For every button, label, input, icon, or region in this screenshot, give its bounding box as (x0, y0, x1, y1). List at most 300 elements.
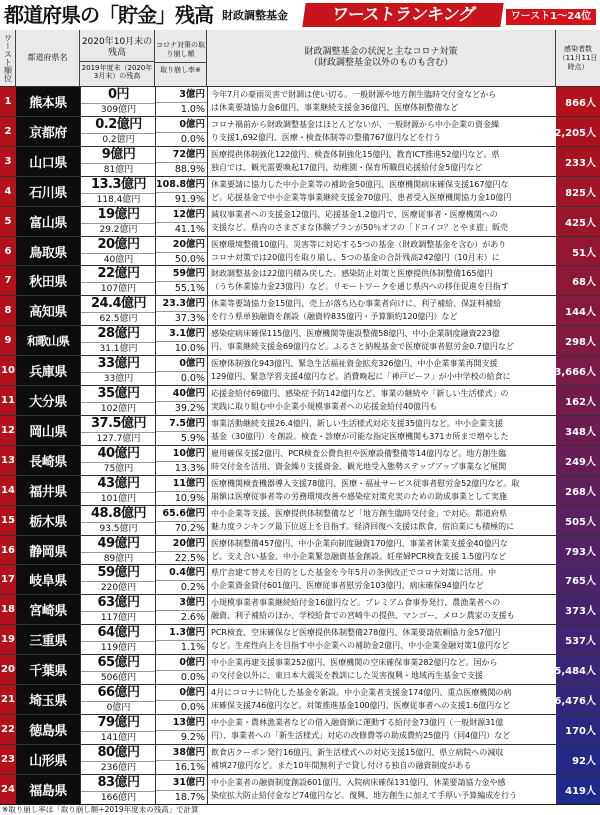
description-line-1: 応援金給付69億円、感染症予防142億円など。事業の継続や「新しい生活様式」の (211, 389, 509, 398)
corona-cell (155, 595, 207, 624)
rank-cell: 14 (0, 476, 16, 505)
balance-2020: 59億円 (97, 565, 140, 581)
description-line-2: 実践に取り組む中小企業小規模事業者への応援金給付40億円も (211, 402, 438, 411)
prefecture-name: 山口県 (16, 147, 80, 176)
description-line-2: 魅力度ランキング最下位返上を目指す。経済回復へ支援は飲食、宿泊業にも積極的に (211, 521, 515, 531)
corona-draw-amount: 13億円 (172, 716, 205, 728)
table-row (0, 176, 600, 206)
description-cell (207, 565, 556, 594)
infection-count: 505人 (556, 506, 600, 535)
infection-count: 6,476人 (556, 685, 600, 714)
description-line-1: PCR検査、空床確保など医療提供体制整備278億円、休業要請依頼協力金57億円 (211, 628, 501, 638)
description-line-2: 円）、事業者への「新生活様式」対応の改修費等の助成費約25億円（同4億円）など (211, 730, 511, 740)
corona-draw-amount: 40億円 (172, 388, 205, 399)
balance-cell (80, 476, 155, 505)
rank-cell: 17 (0, 565, 16, 594)
corona-cell (155, 565, 207, 594)
rank-cell: 11 (0, 386, 16, 415)
balance-2020: 79億円 (97, 714, 140, 730)
rank-cell: 18 (0, 595, 16, 624)
rank-cell: 6 (0, 237, 16, 266)
draw-rate: 88.9% (156, 162, 208, 176)
corona-cell (155, 326, 207, 355)
rank-cell: 9 (0, 326, 16, 355)
description-line-1: 小規模事業者事業継続給付金16億円など。プレミアム食事券発行、農漁業者への (211, 598, 501, 608)
table-row (0, 744, 600, 774)
draw-rate: 2.6% (156, 610, 208, 624)
prefecture-name: 大分県 (16, 386, 80, 415)
draw-rate: 70.2% (156, 521, 208, 535)
rank-cell: 8 (0, 296, 16, 325)
rank-cell: 20 (0, 655, 16, 684)
balance-2020: 28億円 (97, 326, 140, 342)
balance-cell (80, 117, 155, 146)
balance-2019: 29.2億円 (81, 223, 156, 236)
prefecture-name: 岡山県 (16, 416, 80, 445)
description-line-1: コロナ禍前から財政調整基金はほとんどないが、一般財源から中小企業の資金繰 (211, 119, 499, 129)
rank-range-badge: ワースト1〜24位 (506, 9, 596, 25)
balance-2020: 40億円 (97, 445, 140, 461)
infection-count: 92人 (556, 745, 600, 774)
description-line-2: 小企業資金貸付601億円、医療従事者慰労金103億円、病床確保94億円など (211, 581, 484, 591)
description-cell (207, 147, 556, 176)
prefecture-name: 熊本県 (16, 87, 80, 116)
description-line-2: 床確保支援746億円など。対策推進基金100億円、医療従事者への支援1.6億円など (211, 701, 511, 710)
prefecture-name: 福井県 (16, 476, 80, 505)
description-line-1: 雇用確保支援2億円、PCR検査公費負担や医療設備整備等14億円など。地方創生臨 (211, 448, 507, 458)
draw-rate: 16.1% (156, 760, 208, 774)
balance-2019: 117億円 (81, 611, 156, 624)
corona-cell (155, 625, 207, 654)
rank-cell: 19 (0, 625, 16, 654)
infection-count: 249人 (556, 446, 600, 475)
description-line-1: 減収事業者への支援金12億円、応援基金1.2億円で、医療従事者・医療機関への (211, 209, 498, 219)
corona-cell (155, 87, 207, 116)
draw-rate: 39.2% (156, 401, 208, 415)
corona-draw-amount: 0億円 (179, 657, 205, 669)
draw-rate: 37.3% (156, 311, 208, 325)
corona-cell (155, 506, 207, 535)
prefecture-name: 兵庫県 (16, 356, 80, 385)
description-cell (207, 655, 556, 684)
balance-2020: 22億円 (97, 266, 140, 282)
draw-rate: 1.1% (156, 640, 208, 654)
prefecture-name: 高知県 (16, 296, 80, 325)
column-header-infections-main: 感染者数 (564, 44, 592, 53)
corona-cell (155, 117, 207, 146)
draw-rate: 5.9% (156, 431, 208, 445)
worst-ranking-banner: ワーストランキング (302, 3, 503, 27)
description-line-2: 独自では、観光需要喚起17億円、幼稚園・保育所職員応援給付金5億円など (211, 162, 483, 172)
corona-cell (155, 655, 207, 684)
corona-draw-amount: 20億円 (172, 238, 205, 250)
balance-2019: 102億円 (81, 402, 156, 415)
balance-cell (80, 177, 155, 206)
infection-count: 419人 (556, 775, 600, 804)
corona-draw-amount: 31億円 (172, 776, 205, 788)
balance-cell (80, 296, 155, 325)
corona-draw-amount: 0.4億円 (169, 567, 205, 579)
balance-2020: 43億円 (97, 475, 140, 491)
balance-2020: 83億円 (97, 774, 140, 790)
description-line-1: 中小企業・農林漁業者などの借入融資額に運動する給付金73億円（一般財源31億 (211, 717, 504, 727)
description-line-1: 県庁舎建て替えを目的とした基金を今年5月の条例改正でコロナ対策に活用。中 (211, 568, 497, 578)
infection-count: 144人 (556, 296, 600, 325)
description-line-1: 感染症病床確保115億円、医療機関等施設整備58億円、中小企業制度融資223億 (211, 329, 500, 339)
description-line-1: 医療提供体制強化122億円、検査体制強化15億円、教育ICT推進52億円など。県 (211, 149, 500, 159)
description-cell (207, 715, 556, 744)
column-header-corona (155, 30, 207, 86)
balance-2019: 31.1億円 (81, 342, 156, 355)
description-line-1: 医療機関検査機器導入支援78億円、医療・福祉サービス従事者慰労金52億円など。取 (211, 478, 520, 488)
table-row (0, 505, 600, 535)
column-header-description (207, 30, 556, 86)
infection-count: 866人 (556, 87, 600, 116)
rank-cell: 4 (0, 177, 16, 206)
corona-draw-amount: 65.6億円 (162, 507, 205, 519)
rank-cell: 12 (0, 416, 16, 445)
column-header-corona-draw: コロナ対策の取り崩し額 (156, 41, 205, 58)
infection-count: 233人 (556, 147, 600, 176)
corona-cell (155, 745, 207, 774)
corona-cell (155, 775, 207, 804)
column-header-balance-2020: 2020年10月末の残高 (81, 36, 153, 58)
draw-rate: 10.9% (156, 491, 208, 505)
draw-rate: 50.0% (156, 252, 208, 266)
description-cell (207, 745, 556, 774)
balance-cell (80, 595, 155, 624)
page-subtitle: 財政調整基金 (222, 9, 288, 22)
table-row (0, 385, 600, 415)
description-line-2: 基金（30億円）を創設。検査・診療が可能な指定医療機関も371カ所まで増やした (211, 431, 509, 441)
infection-count: 162人 (556, 386, 600, 415)
table-row (0, 684, 600, 714)
draw-rate: 18.7% (156, 790, 208, 804)
column-header-description-main: 財政調整基金の状況と主なコロナ対策 (304, 47, 458, 57)
draw-rate: 55.1% (156, 281, 208, 295)
table-row (0, 415, 600, 445)
description-line-2: 円、事業継続支援金69億円など。ふるさと納税基金で医療従事者慰労金0.7億円など (211, 342, 514, 352)
corona-draw-amount: 7.5億円 (169, 417, 205, 429)
infection-count: 2,205人 (556, 117, 600, 146)
description-line-1: 飲食店クーポン発行16億円、新生活様式への対応支援15億円、県立病院への減収 (211, 747, 504, 757)
prefecture-name: 栃木県 (16, 506, 80, 535)
infection-count: 793人 (556, 536, 600, 565)
prefecture-name: 秋田県 (16, 266, 80, 295)
infection-count: 425人 (556, 207, 600, 236)
corona-draw-amount: 38億円 (172, 746, 205, 758)
corona-draw-amount: 23.3億円 (162, 298, 205, 310)
footnote: ※取り崩し率は「取り崩し額÷2019年度末の残高」で計算 (2, 805, 598, 815)
description-cell (207, 625, 556, 654)
description-cell (207, 177, 556, 206)
corona-draw-amount: 0億円 (179, 687, 205, 698)
corona-cell (155, 356, 207, 385)
corona-cell (155, 536, 207, 565)
draw-rate: 13.3% (156, 461, 208, 475)
prefecture-name: 鳥取県 (16, 237, 80, 266)
table-row (0, 295, 600, 325)
column-header-draw-rate: 取り崩し率※ (160, 66, 201, 74)
prefecture-name: 山形県 (16, 745, 80, 774)
draw-rate: 1.0% (156, 102, 208, 116)
corona-draw-amount: 108.8億円 (156, 178, 206, 190)
description-cell (207, 117, 556, 146)
corona-draw-amount: 59億円 (172, 268, 205, 280)
description-line-2: など。生産性向上を目指す中小企業への補助金2億円、中小企業金融対策1億円など (211, 641, 510, 651)
draw-rate: 10.0% (156, 341, 208, 355)
rank-cell: 24 (0, 775, 16, 804)
rank-cell: 2 (0, 117, 16, 146)
description-cell (207, 356, 556, 385)
table-row (0, 654, 600, 684)
draw-rate: 91.9% (156, 192, 208, 206)
infection-count: 765人 (556, 565, 600, 594)
description-cell (207, 595, 556, 624)
description-cell (207, 775, 556, 804)
corona-cell (155, 207, 207, 236)
balance-2019: 33億円 (81, 372, 156, 385)
column-header-rank: ワースト順位 (0, 30, 16, 86)
description-line-1: 医療環境整備10億円。災害等に対応する5つの基金（財政調整基金を含む）があり (211, 239, 507, 249)
table-row (0, 146, 600, 176)
infection-count: 298人 (556, 326, 600, 355)
balance-2019: 107億円 (81, 282, 156, 295)
prefecture-name: 長崎県 (16, 446, 80, 475)
draw-rate: 41.1% (156, 222, 208, 236)
corona-cell (155, 476, 207, 505)
description-line-1: 医療体制整備457億円、中小企業向制度融資170億円、事業者休業支援金40億円な (211, 538, 508, 548)
balance-2019: 236億円 (81, 761, 156, 774)
column-header-description-sub: （財政調整基金以外のものも含む） (308, 58, 453, 68)
page-title: 都道府県の「貯金」残高 (4, 3, 213, 27)
corona-draw-amount: 0億円 (179, 118, 205, 130)
description-cell (207, 446, 556, 475)
balance-cell (80, 356, 155, 385)
corona-draw-amount: 10億円 (172, 447, 205, 459)
prefecture-name: 岐阜県 (16, 565, 80, 594)
prefecture-name: 三重県 (16, 625, 80, 654)
balance-cell (80, 207, 155, 236)
balance-2020: 0円 (107, 87, 130, 102)
description-line-1: 中小企業等支援、医療提供体制整備など「地方創生臨時交付金」で対応。都道府県 (211, 508, 507, 518)
balance-2019: 220億円 (81, 581, 156, 594)
corona-cell (155, 416, 207, 445)
column-header-balance-2019: 2019年度末（2020年3月末）の残高 (81, 63, 153, 80)
balance-cell (80, 237, 155, 266)
balance-cell (80, 536, 155, 565)
table-row (0, 86, 600, 116)
description-line-1: 事業活動継続支援26.4億円、新しい生活様式対応支援35億円など。中小企業支援 (211, 418, 503, 428)
balance-2019: 75億円 (81, 462, 156, 475)
description-cell (207, 536, 556, 565)
corona-draw-amount: 1.3億円 (169, 627, 205, 639)
prefecture-name: 徳島県 (16, 715, 80, 744)
description-line-1: 医療体制強化943億円、緊急生活福祉資金拡充326億円、中小企業事業再開支援 (211, 359, 498, 369)
balance-2020: 37.5億円 (90, 415, 147, 431)
balance-2019: 93.5億円 (81, 522, 156, 535)
description-line-2: 染症拡大防止給付金など74億円など。復興、地方創生に加えて手厚い予算編成を行う (211, 790, 518, 800)
table-row (0, 774, 600, 804)
description-cell (207, 476, 556, 505)
balance-2020: 13.3億円 (90, 176, 147, 192)
description-cell (207, 685, 556, 714)
description-line-2: 崩額は医療従事者等の労務環境改善や感染症対策充実のための助成事業として実施 (211, 491, 507, 501)
description-line-1: 中小企業再建支援事業252億円、医療機関の空床確保事業282億円など。国から (211, 658, 498, 668)
table-row (0, 475, 600, 505)
description-line-1: 休業等要請協力金15億円、売上が落ち込む事業者向けに、利子補給、保証料補給 (211, 299, 502, 309)
balance-2019: 62.5億円 (81, 312, 156, 325)
balance-2019: 166億円 (81, 791, 156, 804)
balance-2019: 309億円 (81, 103, 156, 116)
table-row (0, 236, 600, 266)
balance-2019: 141億円 (81, 731, 156, 744)
description-line-1: 財政調整基金は22億円積み戻した。感染防止対策と医療提供体制整備165億円 (211, 269, 493, 279)
description-cell (207, 386, 556, 415)
balance-cell (80, 416, 155, 445)
description-line-2: は休業要請協力金6億円、事業継続支援金36億円、医療体制整備など (211, 103, 459, 112)
ranking-table (0, 30, 600, 805)
prefecture-name: 静岡県 (16, 536, 80, 565)
column-header-infections (556, 30, 600, 86)
infection-count: 170人 (556, 715, 600, 744)
corona-draw-amount: 0億円 (179, 358, 205, 370)
rank-cell: 5 (0, 207, 16, 236)
balance-2020: 35億円 (97, 386, 140, 401)
rank-cell: 10 (0, 356, 16, 385)
balance-2019: 89億円 (81, 552, 156, 565)
rank-cell: 13 (0, 446, 16, 475)
infection-count: 51人 (556, 237, 600, 266)
corona-draw-amount: 3.1億円 (169, 328, 205, 340)
description-cell (207, 506, 556, 535)
balance-2020: 48.8億円 (90, 505, 147, 521)
prefecture-name: 埼玉県 (16, 685, 80, 714)
corona-draw-amount: 20億円 (172, 537, 205, 549)
description-line-2: （うち休業協力金23億円）など。リモートワークを通じ県内への移住促進を目指す (211, 282, 509, 292)
balance-2020: 33億円 (97, 356, 140, 372)
rank-cell: 1 (0, 87, 16, 116)
balance-2019: 127.7億円 (81, 432, 156, 445)
prefecture-name: 石川県 (16, 177, 80, 206)
description-line-2: ど。支え合い基金、中小企業緊急融資基金創設。妊産婦PCR検査支援 1.5億円など (211, 551, 507, 561)
balance-cell (80, 87, 155, 116)
balance-2020: 0.2億円 (95, 116, 142, 132)
balance-cell (80, 685, 155, 714)
balance-2019: 101億円 (81, 492, 156, 505)
balance-2019: 506億円 (81, 671, 156, 684)
draw-rate: 0.0% (156, 670, 208, 684)
corona-draw-amount: 3億円 (179, 597, 205, 609)
balance-cell (80, 446, 155, 475)
table-row (0, 564, 600, 594)
description-line-2: 融資、利子補給のほか、学校給食での宮崎牛の提供、マンゴー、メロン農家の支援も (211, 611, 515, 621)
description-line-1: 中小企業者の融資制度創設601億円、入院病床確保131億円、休業要請協力金や感 (211, 777, 506, 787)
corona-cell (155, 147, 207, 176)
balance-cell (80, 326, 155, 355)
infection-count: 3,666人 (556, 356, 600, 385)
balance-2020: 80億円 (97, 744, 140, 760)
balance-cell (80, 147, 155, 176)
corona-cell (155, 266, 207, 295)
infection-count: 68人 (556, 266, 600, 295)
rank-cell: 22 (0, 715, 16, 744)
description-line-2: 時交付金を活用、資金繰り支援資金、観光地受入態勢ステップアップ事業など展開 (211, 461, 507, 471)
balance-cell (80, 565, 155, 594)
balance-cell (80, 266, 155, 295)
description-line-2: を行う県単独融資を創設（融資枠835億円・予算額約120億円）など (211, 312, 458, 322)
rank-cell: 23 (0, 745, 16, 774)
corona-cell (155, 237, 207, 266)
table-row (0, 265, 600, 295)
prefecture-name: 京都府 (16, 117, 80, 146)
description-cell (207, 416, 556, 445)
description-line-2: 129億円、緊急学習支援4億円など。消費喚起に「神戸ビーフ」が小中学校の給食に (211, 372, 511, 382)
table-row (0, 206, 600, 236)
balance-2020: 9億円 (101, 146, 136, 162)
corona-cell (155, 446, 207, 475)
rank-cell: 21 (0, 685, 16, 714)
balance-2020: 24.4億円 (90, 296, 147, 312)
description-line-2: コロナ対策では20億円を取り崩し、5つの基金の合計残高242億円（10月末）に (211, 252, 500, 262)
description-line-2: 補填27億円など。また10年間無利子で貸し付ける独自の融資制度がある (211, 760, 472, 770)
description-cell (207, 326, 556, 355)
draw-rate: 22.5% (156, 551, 208, 565)
prefecture-name: 千葉県 (16, 655, 80, 684)
table-row (0, 594, 600, 624)
balance-2020: 19億円 (97, 206, 140, 222)
balance-cell (80, 715, 155, 744)
description-cell (207, 87, 556, 116)
description-line-1: 今年7月の豪雨災害で財調は使い切る。一般財源や地方創生臨時交付金などから (211, 90, 497, 99)
balance-2019: 0億円 (81, 701, 156, 714)
corona-draw-amount: 11億円 (172, 477, 205, 489)
table-row (0, 624, 600, 654)
balance-2020: 65億円 (97, 655, 140, 671)
rank-cell: 7 (0, 266, 16, 295)
balance-2019: 119億円 (81, 641, 156, 654)
prefecture-name: 福島県 (16, 775, 80, 804)
draw-rate: 0.0% (156, 132, 208, 146)
description-line-2: の交付金以外に、東日本大震災を教訓にした災害復興・地域再生基金で支援 (211, 671, 483, 681)
corona-cell (155, 386, 207, 415)
corona-draw-amount: 72億円 (172, 148, 205, 160)
balance-2020: 66億円 (97, 685, 140, 700)
balance-cell (80, 625, 155, 654)
infection-count: 825人 (556, 177, 600, 206)
corona-cell (155, 177, 207, 206)
balance-cell (80, 386, 155, 415)
draw-rate: 9.2% (156, 730, 208, 744)
draw-rate: 0.0% (156, 700, 208, 714)
page-header (0, 0, 600, 30)
balance-cell (80, 655, 155, 684)
table-row (0, 714, 600, 744)
balance-2019: 81億円 (81, 163, 156, 176)
description-line-2: 支援など。県内のさまざまな体験プランが50％オフの「ドコイコ？とやま旅」販売 (211, 222, 509, 232)
column-header-prefecture: 都道府県名 (16, 30, 80, 86)
draw-rate: 0.0% (156, 371, 208, 385)
description-cell (207, 207, 556, 236)
column-header-row (0, 30, 600, 86)
table-row (0, 116, 600, 146)
balance-cell (80, 506, 155, 535)
balance-2020: 64億円 (97, 625, 140, 641)
column-header-balance (80, 30, 155, 86)
column-header-infections-sub: （11月11日時点） (558, 53, 598, 71)
rank-cell: 15 (0, 506, 16, 535)
prefecture-name: 宮崎県 (16, 595, 80, 624)
